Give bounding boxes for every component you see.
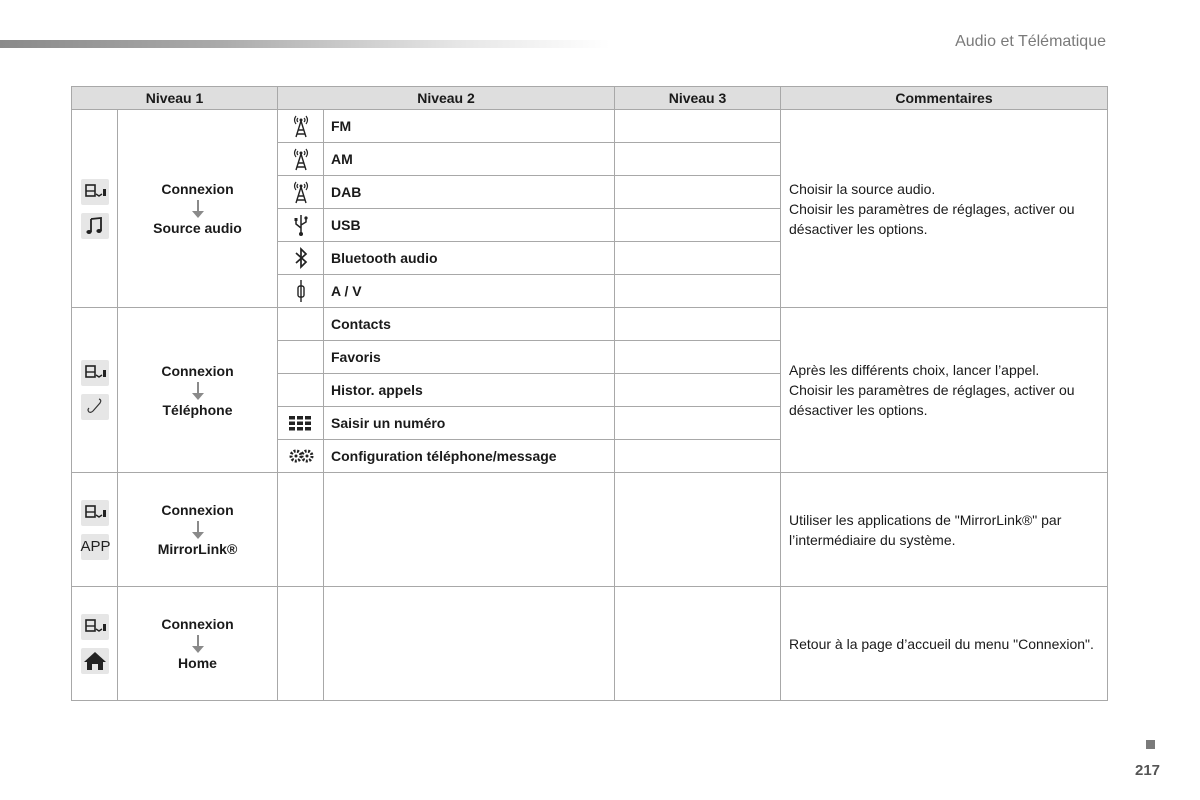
level3-cell [615, 110, 781, 143]
level3-cell [615, 143, 781, 176]
level2-item-historique: Histor. appels [324, 374, 615, 407]
level3-cell [615, 341, 781, 374]
level1-top-label: Connexion [161, 362, 234, 379]
level1-label-cell [118, 308, 278, 473]
connection-icon [81, 500, 109, 526]
down-arrow-icon [197, 200, 199, 212]
comment-cell [781, 308, 1108, 473]
comment-cell [781, 587, 1108, 701]
level1-label-cell [118, 473, 278, 587]
level3-cell [615, 176, 781, 209]
level1-icons-cell [72, 587, 118, 701]
down-arrow-icon [197, 635, 199, 647]
level1-top-label: Connexion [161, 616, 234, 632]
comment-text: Utiliser les applications de "MirrorLink®" par l’intermédiaire du système. [789, 511, 1062, 548]
connection-icon [81, 360, 109, 386]
table-row [72, 473, 1108, 587]
header-niveau-1: Niveau 1 [72, 87, 278, 110]
section-title: Audio et Télématique [955, 33, 1106, 50]
app-icon: APP [81, 534, 109, 560]
level3-cell [615, 374, 781, 407]
level3-cell [615, 242, 781, 275]
comment-text: Retour à la page d’accueil du menu "Connexion". [789, 635, 1094, 652]
level2-item-fm: FM [324, 110, 615, 143]
level1-label-cell [118, 587, 278, 701]
level1-icons-cell [72, 110, 118, 308]
level3-cell [615, 209, 781, 242]
table-row [72, 110, 1108, 143]
comment-cell [781, 473, 1108, 587]
level1-bottom-label: MirrorLink® [157, 541, 238, 557]
level1-top-label: Connexion [161, 502, 234, 518]
music-note-icon [81, 213, 109, 239]
usb-icon [278, 209, 324, 242]
page-number: 217 [1135, 762, 1161, 779]
table-row [72, 308, 1108, 341]
level3-cell [615, 587, 781, 701]
level3-cell [615, 275, 781, 308]
level2-icon-cell [278, 587, 324, 701]
comment-cell [781, 110, 1108, 308]
level1-icons-cell [72, 473, 118, 587]
level2-cell [324, 473, 615, 587]
home-icon [81, 648, 109, 674]
level2-icon-cell [278, 341, 324, 374]
radio-antenna-icon [278, 110, 324, 143]
level1-label-cell [118, 110, 278, 308]
level3-cell [615, 407, 781, 440]
level2-item-av: A / V [324, 275, 615, 308]
connection-icon [81, 179, 109, 205]
header-niveau-2: Niveau 2 [278, 87, 615, 110]
jack-icon [278, 275, 324, 308]
down-arrow-icon [197, 382, 199, 394]
level3-cell [615, 440, 781, 473]
comment-text: Choisir la source audio. Choisir les paramètres de réglages, activer ou désactiver les options. [789, 180, 1075, 237]
footer-marker [1146, 740, 1155, 749]
level1-bottom-label: Source audio [153, 220, 242, 236]
level2-item-am: AM [324, 143, 615, 176]
comment-text: Après les différents choix, lancer l’appel. Choisir les paramètres de réglages, activer ou désactiver les options. [789, 362, 1075, 418]
level2-item-bluetooth: Bluetooth audio [324, 242, 615, 275]
radio-antenna-icon [278, 143, 324, 176]
down-arrow-icon [197, 521, 199, 533]
level1-top-label: Connexion [161, 181, 234, 197]
level2-icon-cell [278, 473, 324, 587]
level2-item-contacts: Contacts [324, 308, 615, 341]
header-gradient-bar [0, 40, 610, 48]
gears-icon [278, 440, 324, 473]
header-niveau-3: Niveau 3 [615, 87, 781, 110]
level3-cell [615, 308, 781, 341]
level2-icon-cell [278, 308, 324, 341]
level1-icons-cell [72, 308, 118, 473]
level2-icon-cell [278, 374, 324, 407]
keypad-icon [278, 407, 324, 440]
radio-antenna-icon [278, 176, 324, 209]
level2-item-favoris: Favoris [324, 341, 615, 374]
level2-item-configuration: Configuration téléphone/message [324, 440, 615, 473]
bluetooth-icon [278, 242, 324, 275]
level2-item-saisir-numero: Saisir un numéro [324, 407, 615, 440]
level1-bottom-label: Téléphone [162, 401, 233, 418]
phone-handset-icon [81, 394, 109, 420]
menu-table [71, 86, 1108, 701]
connection-icon [81, 614, 109, 640]
level2-cell [324, 587, 615, 701]
level2-item-usb: USB [324, 209, 615, 242]
level1-bottom-label: Home [178, 655, 217, 671]
level3-cell [615, 473, 781, 587]
table-header-row [72, 87, 1108, 110]
header-commentaires: Commentaires [781, 87, 1108, 110]
level2-item-dab: DAB [324, 176, 615, 209]
table-row [72, 587, 1108, 701]
